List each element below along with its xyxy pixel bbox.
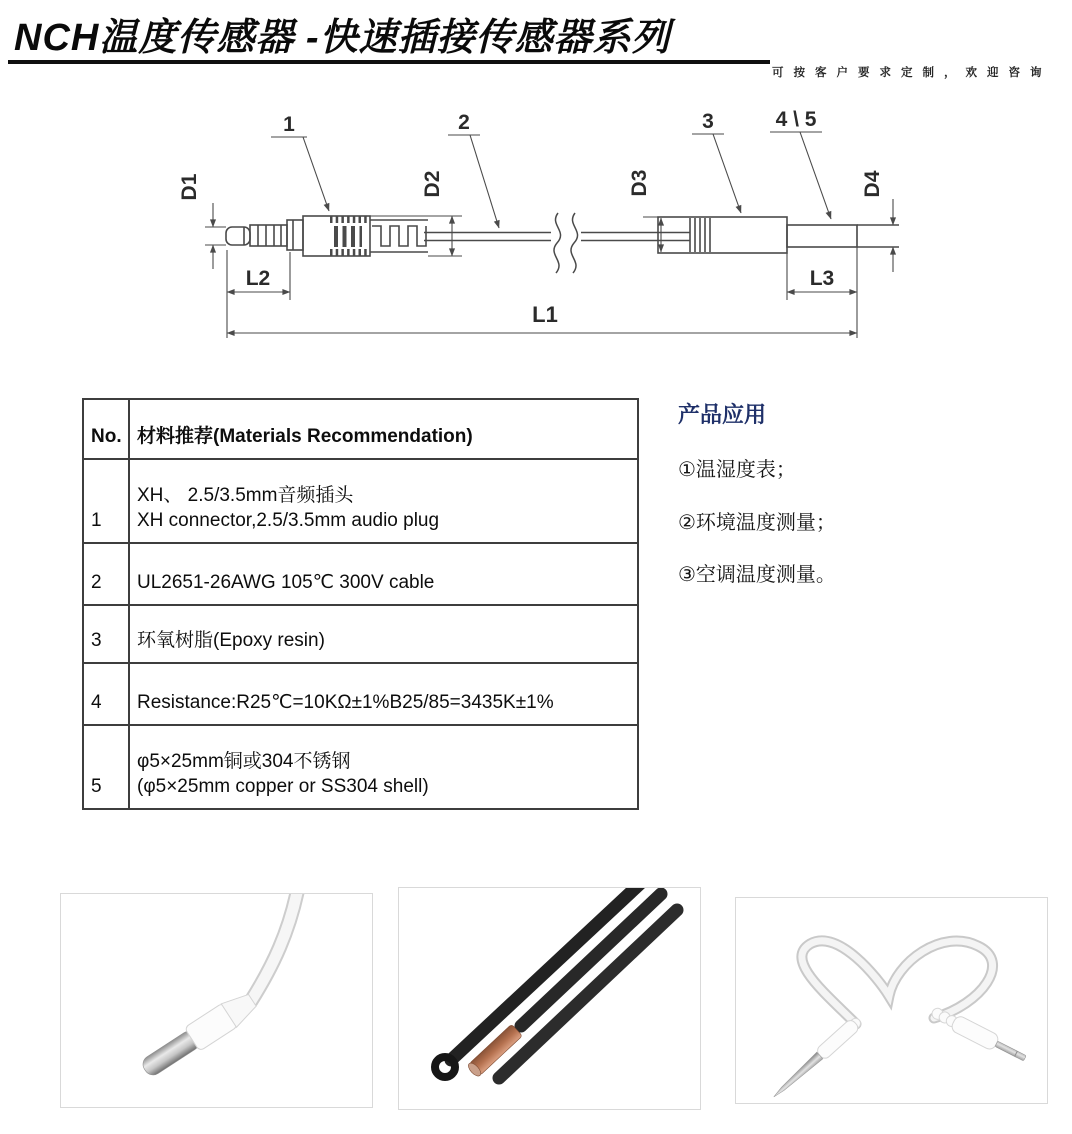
technical-drawing (0, 95, 1072, 355)
row-material: 环氧树脂(Epoxy resin) (129, 605, 638, 663)
sensor-outline (226, 213, 899, 273)
col-header-material: 材料推荐(Materials Recommendation) (129, 399, 638, 459)
white-probe-illustration (61, 894, 372, 1107)
plug-strain-relief (370, 220, 428, 252)
dim-d1-label: D1 (178, 173, 201, 201)
dim-d4-label: D4 (861, 170, 884, 198)
callout-4-5-label: 4 \ 5 (775, 108, 817, 131)
copper-tip-illustration (399, 888, 700, 1109)
product-photo-copper-tip (398, 887, 701, 1110)
application-item: ①温湿度表； (678, 459, 796, 481)
epoxy-loop-tip (435, 1057, 455, 1077)
application-item: ②环境温度测量； (678, 512, 836, 534)
row-no: 2 (83, 543, 129, 605)
row-no: 4 (83, 663, 129, 725)
table-row (83, 459, 638, 543)
plug-tip (226, 227, 250, 245)
row-no: 5 (83, 725, 129, 809)
row-no: 3 (83, 605, 129, 663)
row-material: φ5×25mm铜或304不锈钢 (φ5×25mm copper or SS304 shell) (129, 725, 638, 809)
table-row (83, 663, 638, 725)
plug-step-ring (287, 220, 303, 250)
dim-d2-label: D2 (421, 170, 444, 198)
row-material: XH、 2.5/3.5mm音频插头 XH connector,2.5/3.5mm audio plug (129, 459, 638, 543)
row-material: Resistance:R25℃=10KΩ±1%B25/85=3435K±1% (129, 663, 638, 725)
callout-1-label: 1 (283, 113, 295, 136)
probe-shell (787, 225, 857, 247)
callout-3-label: 3 (702, 110, 714, 133)
dim-l1-label: L1 (532, 302, 558, 327)
sensor-housing (658, 217, 787, 253)
coiled-white-cable (802, 941, 993, 1024)
cable-lines (424, 233, 690, 241)
materials-table (82, 398, 639, 810)
applications-title: 产品应用 (678, 402, 767, 427)
customization-note: 可按客户要求定制，欢迎咨询 (772, 67, 1052, 79)
col-header-no: No. (83, 399, 129, 459)
row-no: 1 (83, 459, 129, 543)
coiled-cable-illustration (736, 898, 1047, 1103)
product-photo-white-probe (60, 893, 373, 1108)
dim-l2-label: L2 (245, 267, 271, 290)
audio-plug-end (929, 1004, 1029, 1066)
title-underline (8, 60, 770, 64)
product-photo-coiled-cable (735, 897, 1048, 1104)
table-header-row (83, 399, 638, 459)
cable-break-symbol (554, 213, 578, 273)
dim-d3-label: D3 (628, 169, 651, 197)
dim-l3-label: L3 (809, 267, 835, 290)
pointed-metal-probe (769, 1015, 864, 1102)
table-row (83, 543, 638, 605)
page-title: NCH温度传感器 -快速插接传感器系列 (14, 17, 671, 59)
row-material: UL2651-26AWG 105℃ 300V cable (129, 543, 638, 605)
black-cable (521, 894, 661, 1026)
table-row (83, 605, 638, 663)
application-item: ③空调温度测量。 (678, 564, 836, 586)
table-row (83, 725, 638, 809)
callout-2-label: 2 (458, 111, 470, 134)
